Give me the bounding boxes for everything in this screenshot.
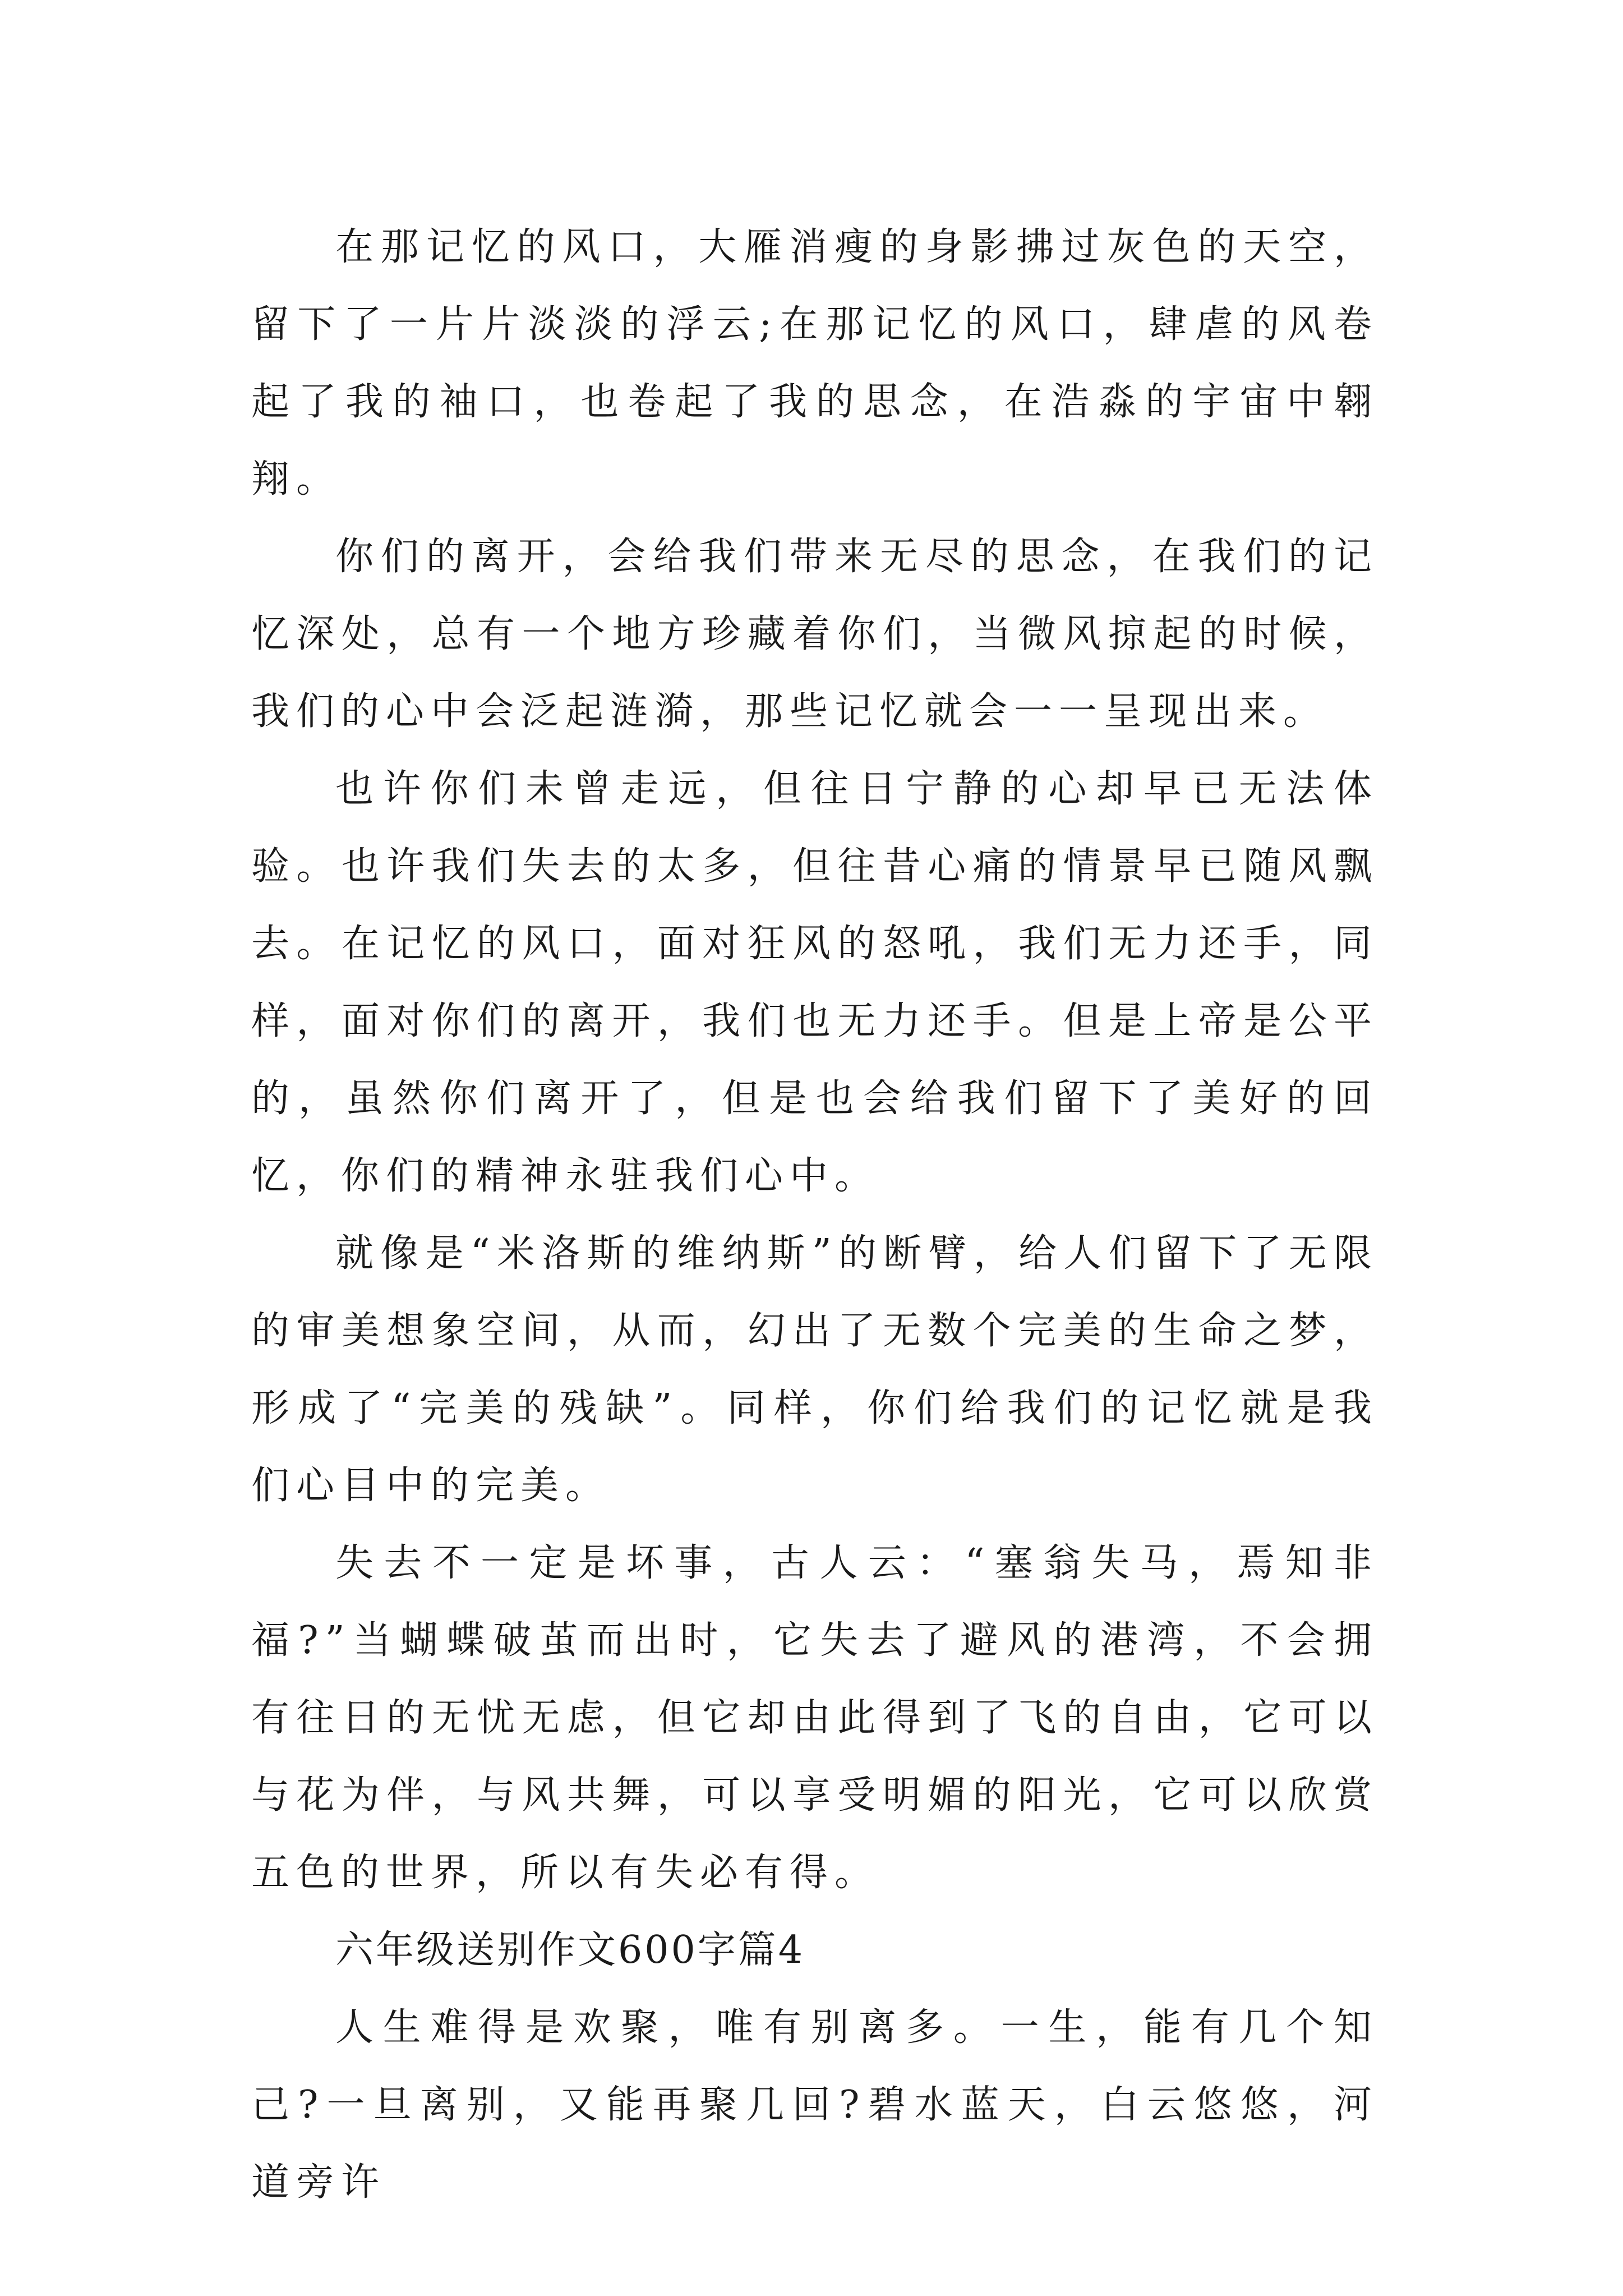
paragraph-6: 人生难得是欢聚，唯有别离多。一生，能有几个知己?一旦离别，又能再聚几回?碧水蓝天，白云悠悠，河道旁许 bbox=[251, 2005, 1378, 2205]
paragraph-1: 在那记忆的风口，大雁消瘦的身影拂过灰色的天空，留下了一片片淡淡的浮云;在那记忆的风口，肆虐的风卷起了我的袖口，也卷起了我的思念，在浩淼的宇宙中翱翔。 bbox=[251, 225, 1378, 501]
paragraph-3: 也许你们未曾走远，但往日宁静的心却早已无法体验。也许我们失去的太多，但往昔心痛的情景早已随风飘去。在记忆的风口，面对狂风的怒吼，我们无力还手，同样，面对你们的离开，我们也无力还手。但是上帝是公平的，虽然你们离开了，但是也会给我们留下了美好的回忆，你们的精神永驻我们心中。 bbox=[251, 767, 1378, 1198]
section-heading: 六年级送别作文600字篇4 bbox=[335, 1928, 805, 1972]
paragraph-5: 失去不一定是坏事，古人云：“塞翁失马，焉知非福?”当蝴蝶破茧而出时，它失去了避风的港湾，不会拥有往日的无忧无虑，但它却由此得到了飞的自由，它可以与花为伴，与风共舞，可以享受明媚的阳光，它可以欣赏五色的世界，所以有失必有得。 bbox=[251, 1541, 1378, 1895]
paragraph-4: 就像是“米洛斯的维纳斯”的断臂，给人们留下了无限的审美想象空间，从而，幻出了无数个完美的生命之梦，形成了“完美的残缺”。同样，你们给我们的记忆就是我们心目中的完美。 bbox=[251, 1231, 1378, 1508]
document-body bbox=[251, 209, 1378, 2221]
paragraph-2: 你们的离开，会给我们带来无尽的思念，在我们的记忆深处，总有一个地方珍藏着你们，当微风掠起的时候，我们的心中会泛起涟漪，那些记忆就会一一呈现出来。 bbox=[251, 535, 1378, 734]
